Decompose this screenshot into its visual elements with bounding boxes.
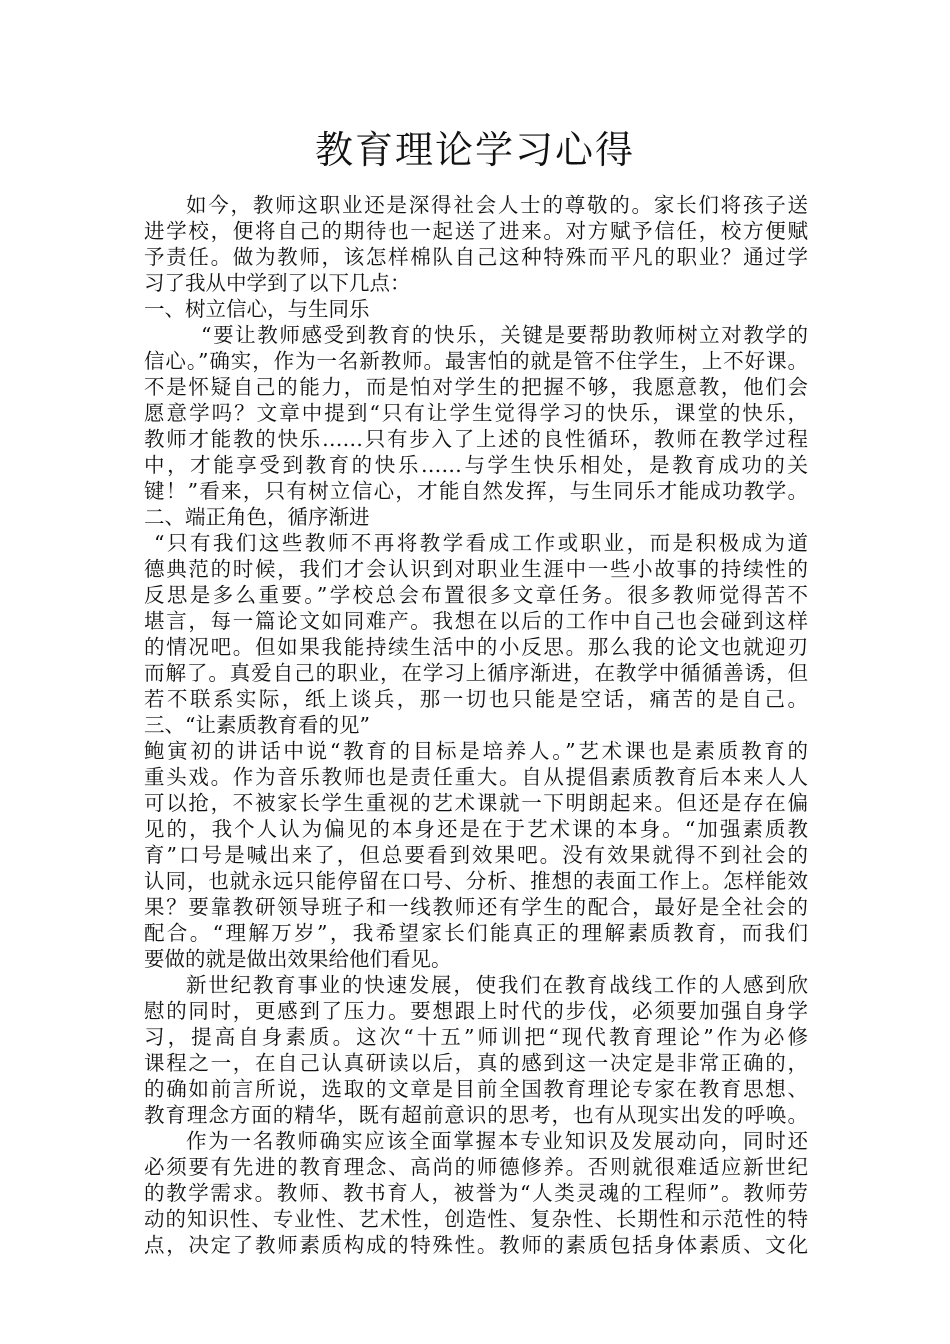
document-title: 教育理论学习心得	[314, 128, 635, 172]
body-line: 如今，教师这职业还是深得社会人士的尊敬的。家长们将孩子送	[186, 193, 808, 217]
document-body	[144, 192, 808, 1258]
body-line: 教育理念方面的精华，既有超前意识的思考，也有从现实出发的呼唤。	[144, 1103, 808, 1127]
body-line: 若不联系实际，纸上谈兵，那一切也只能是空话，痛苦的是自己。	[144, 687, 808, 711]
body-line: 作为一名教师确实应该全面掌握本专业知识及发展动向，同时还	[186, 1129, 808, 1153]
body-line: 德典范的时候，我们才会认识到对职业生涯中一些小故事的持续性的	[144, 557, 808, 581]
body-line: 习，提高自身素质。这次“十五”师训把“现代教育理论”作为必修	[144, 1025, 808, 1049]
body-line: “只有我们这些教师不再将教学看成工作或职业，而是积极成为道	[154, 531, 808, 555]
body-line: 可以抢，不被家长学生重视的艺术课就一下明朗起来。但还是存在偏	[144, 791, 808, 815]
body-line: 而解了。真爱自己的职业，在学习上循序渐进，在教学中循循善诱，但	[144, 661, 808, 685]
body-line: 堪言，每一篇论文如同难产。我想在以后的工作中自己也会碰到这样	[144, 609, 808, 633]
body-line: 动的知识性、专业性、艺术性，创造性、复杂性、长期性和示范性的特	[144, 1207, 808, 1231]
body-line: 鲍寅初的讲话中说“教育的目标是培养人。”艺术课也是素质教育的	[144, 739, 808, 763]
body-line: 见的，我个人认为偏见的本身还是在于艺术课的本身。“加强素质教	[144, 817, 808, 841]
body-line: 二、端正角色，循序渐进	[144, 505, 370, 529]
body-line: 新世纪教育事业的快速发展，使我们在教育战线工作的人感到欣	[186, 973, 808, 997]
body-line: 教师才能教的快乐……只有步入了上述的良性循环，教师在教学过程	[144, 427, 808, 451]
body-line: 的教学需求。教师、教书育人，被誉为“人类灵魂的工程师”。教师劳	[144, 1181, 808, 1205]
body-line: 习了我从中学到了以下几点：	[144, 271, 411, 295]
body-line: 的确如前言所说，选取的文章是目前全国教育理论专家在教育思想、	[144, 1077, 808, 1101]
body-line: 三、“让素质教育看的见”	[144, 713, 370, 737]
body-line: 育”口号是喊出来了，但总要看到效果吧。没有效果就得不到社会的	[144, 843, 808, 867]
body-line: 反思是多么重要。”学校总会布置很多文章任务。很多教师觉得苦不	[144, 583, 808, 607]
body-line: 点，决定了教师素质构成的特殊性。教师的素质包括身体素质、文化	[144, 1233, 808, 1257]
body-line: 键！”看来，只有树立信心，才能自然发挥，与生同乐才能成功教学。	[144, 479, 808, 503]
body-line: 重头戏。作为音乐教师也是责任重大。自从提倡素质教育后本来人人	[144, 765, 808, 789]
body-line: 配合。“理解万岁”，我希望家长们能真正的理解素质教育，而我们	[144, 921, 808, 945]
body-line: “要让教师感受到教育的快乐，关键是要帮助教师树立对教学的	[201, 323, 808, 347]
body-line: 课程之一，在自己认真研读以后，真的感到这一决定是非常正确的，	[144, 1051, 808, 1075]
body-line: 慰的同时，更感到了压力。要想跟上时代的步伐，必须要加强自身学	[144, 999, 808, 1023]
body-line: 要做的就是做出效果给他们看见。	[144, 947, 452, 971]
body-line: 不是怀疑自己的能力，而是怕对学生的把握不够，我愿意教，他们会	[144, 375, 808, 399]
body-line: 愿意学吗？文章中提到“只有让学生觉得学习的快乐，课堂的快乐，	[144, 401, 808, 425]
body-line: 一、树立信心，与生同乐	[144, 297, 370, 321]
body-line: 中，才能享受到教育的快乐……与学生快乐相处，是教育成功的关	[144, 453, 808, 477]
body-line: 进学校，便将自己的期待也一起送了进来。对方赋予信任，校方便赋	[144, 219, 808, 243]
body-line: 的情况吧。但如果我能持续生活中的小反思。那么我的论文也就迎刃	[144, 635, 808, 659]
body-line: 信心。”确实，作为一名新教师。最害怕的就是管不住学生，上不好课。	[144, 349, 808, 373]
body-line: 果？要靠教研领导班子和一线教师还有学生的配合，最好是全社会的	[144, 895, 808, 919]
body-line: 必须要有先进的教育理念、高尚的师德修养。否则就很难适应新世纪	[144, 1155, 808, 1179]
body-line: 予责任。做为教师，该怎样棉队自己这种特殊而平凡的职业？通过学	[144, 245, 808, 269]
body-line: 认同，也就永远只能停留在口号、分析、推想的表面工作上。怎样能效	[144, 869, 808, 893]
